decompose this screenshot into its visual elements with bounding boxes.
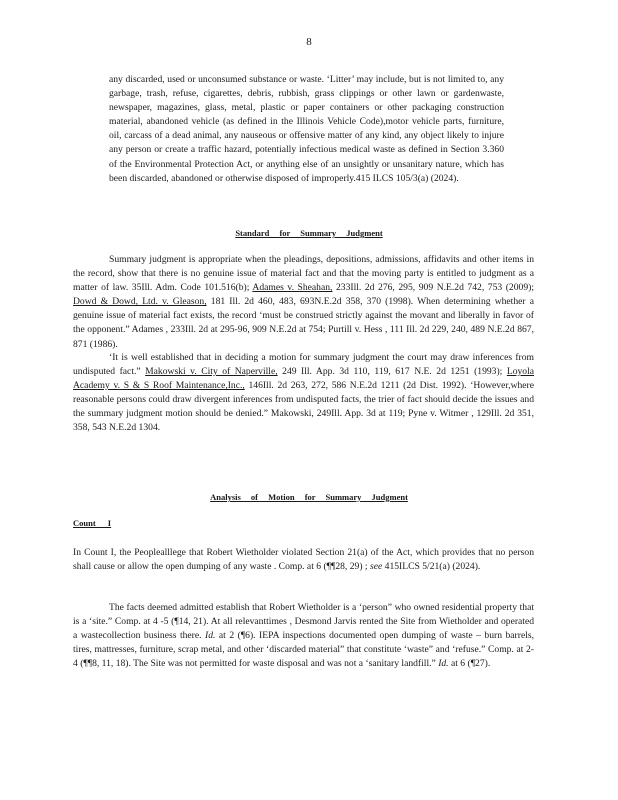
text-run: 249 Ill. App. 3d 110, 119, 617 N.E. 2d 1251 (1993); bbox=[277, 366, 507, 378]
text-run: 146Ill. 2d 263, 272, 586 N.E.2d 1211 (2d Dist. 1992). ‘However,where reasonable persons could draw divergent inferences from undisputed facts, the trier of fact should decide the issues and the summary judgment motion should be denied.” Makowski, 249Ill. App. 3d at 119; Pyne v. Witmer , 129Ill. 2d 351, 358, 543 N.E.2d 1304. bbox=[73, 380, 535, 434]
text-run: In Count I, the Peoplealllege that Robert Wietholder violated Section 21(a) of the Act, which provides that no person shall cause or allow the open dumping of any waste . Comp. at 6 (¶¶28, 29) ; bbox=[73, 547, 534, 573]
case-citation: Adames v. Sheahan, bbox=[252, 282, 333, 294]
text-run: at 6 (¶27). bbox=[448, 658, 491, 670]
statutory-quote-paragraph: any discarded, used or unconsumed substance or waste. ‘Litter’ may include, but is not limited to, any garbage, trash, refuse, cigarettes, debris, rubbish, grass clippings or other lawn or gardenwaste, newspaper, magazines, glass, metal, plastic or paper containers or other packaging construction material, abandoned vehicle (as defined in the Illinois Vehicle Code),motor vehicle parts, furniture, oil, carcass of a dead animal, any nauseous or offensive matter of any kind, any object likely to injure any person or create a traffic hazard, potentially infectious medical waste as defined in Section 3.360 of the Environmental Protection Act, or anything else of an unsightly or unsanitary nature, which has been discarded, abandoned or otherwise disposed of improperly.415 ILCS 105/3(a) (2024). bbox=[109, 74, 504, 184]
text-run: 415ILCS 5/21(a) (2024). bbox=[382, 561, 481, 573]
text-run: 181 Ill. 2d 460, 483, 693N.E.2d 358, 370 (1998). When determining whether a genuine issue of material fact exists, the record ‘must be construed strictly against the movant and liberally in favor of the opponent.” Adames , 233Ill. 2d at 295-96, 909 N.E.2d at 754; Purtill v. Hess , 111 Ill. 2d 229, 240, 489 N.E.2d 867, 871 (1986). bbox=[73, 296, 534, 350]
standard-paragraph-2 bbox=[73, 351, 534, 436]
section-heading-analysis: Analysis of Motion for Summary Judgment bbox=[210, 492, 408, 502]
text-run: ‘It is well established that in deciding a motion for summary judgment the court may draw inferences from undisputed fact.” bbox=[73, 352, 534, 378]
case-citation: Loyola Academy v. S & S Roof Maintenance,Inc., bbox=[73, 366, 535, 392]
case-citation: Dowd & Dowd, Ltd. v. Gleason, bbox=[73, 296, 207, 308]
signal-see: see bbox=[367, 561, 383, 573]
count-heading: Count I bbox=[73, 518, 112, 528]
section-heading-standard: Standard for Summary Judgment bbox=[235, 228, 383, 238]
count-paragraph-1 bbox=[73, 546, 534, 574]
citation-id: Id. bbox=[438, 658, 449, 670]
text-run: The facts deemed admitted establish that Robert Wietholder is a ‘person” who owned residential property that is a ‘site.” Comp. at 4 -5 (¶14, 21). At all relevanttimes , Desmond Jarvis rented the Site from Wietholder and operated a wastecollection business there. bbox=[73, 602, 534, 642]
text-run: at 2 (¶6). IEPA inspections documented open dumping of waste – burn barrels, tires, mattresses, furniture, scrap metal, and other ‘discarded material” that constitute ‘waste” and ‘refuse.” Comp. at 2-4 (¶¶8, 11, 18). The Site was not permitted for waste disposal and was not a ‘sanitary landfill.” bbox=[73, 630, 534, 670]
page-number: 8 bbox=[306, 36, 312, 48]
count-paragraph-2 bbox=[73, 601, 534, 671]
text-run: Summary judgment is appropriate when the pleadings, depositions, admissions, affidavits and other items in the record, show that there is no genuine issue of material fact and that the moving party is entitled to judgment as a matter of law. 35Ill. Adm. Code 101.516(b); bbox=[73, 254, 534, 294]
citation-id: Id. bbox=[205, 630, 216, 642]
case-citation: Makowski v. City of Naperville, bbox=[145, 366, 278, 378]
text-run: 233Ill. 2d 276, 295, 909 N.E.2d 742, 753 (2009); bbox=[332, 282, 534, 294]
standard-paragraph-1 bbox=[73, 253, 534, 352]
